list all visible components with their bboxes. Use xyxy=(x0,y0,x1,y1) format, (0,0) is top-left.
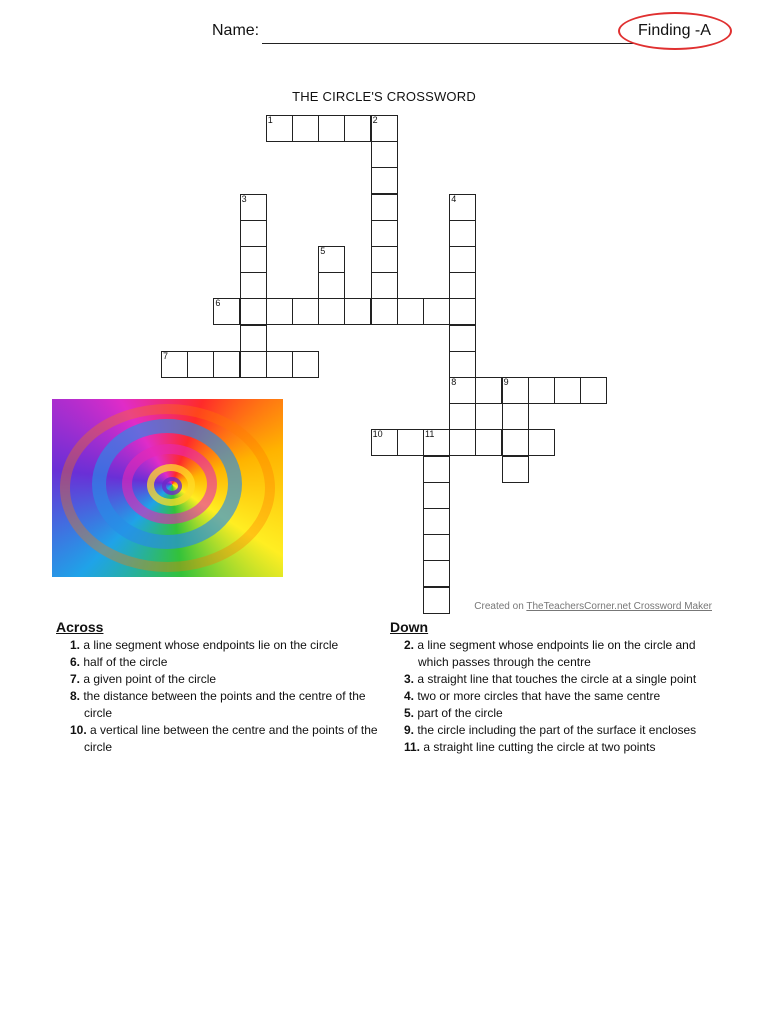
cell-number: 11 xyxy=(425,429,435,440)
clue-text: a given point of the circle xyxy=(80,672,217,686)
crossword-cell[interactable] xyxy=(449,220,476,247)
clue-number: 6. xyxy=(70,655,81,669)
crossword-cell[interactable] xyxy=(449,194,476,221)
crossword-cell[interactable] xyxy=(554,377,581,404)
cell-number: 10 xyxy=(372,429,383,440)
crossword-cell[interactable] xyxy=(266,298,293,325)
crossword-cell[interactable] xyxy=(318,115,345,142)
crossword-cell[interactable] xyxy=(502,456,529,483)
clue-text: half of the circle xyxy=(80,655,168,669)
crossword-cell[interactable] xyxy=(502,429,529,456)
clue-number: 1. xyxy=(70,638,81,652)
clue-number: 11. xyxy=(404,740,421,754)
crossword-cell[interactable] xyxy=(423,534,450,561)
crossword-cell[interactable] xyxy=(449,246,476,273)
crossword-cell[interactable] xyxy=(240,272,267,299)
crossword-cell[interactable] xyxy=(344,298,371,325)
across-heading: Across xyxy=(56,619,104,635)
crossword-cell[interactable] xyxy=(292,351,319,378)
crossword-cell[interactable] xyxy=(371,429,398,456)
crossword-cell[interactable] xyxy=(371,246,398,273)
crossword-cell[interactable] xyxy=(318,298,345,325)
across-clue xyxy=(70,654,380,671)
down-clue xyxy=(404,705,716,722)
clue-number: 8. xyxy=(70,689,81,703)
down-clue xyxy=(404,688,716,705)
credit-line xyxy=(474,601,712,612)
crossword-cell[interactable] xyxy=(423,508,450,535)
crossword-cell[interactable] xyxy=(240,298,267,325)
clue-text: two or more circles that have the same centre xyxy=(414,689,661,703)
clue-number: 7. xyxy=(70,672,81,686)
crossword-cell[interactable] xyxy=(502,377,529,404)
across-clue xyxy=(70,688,380,722)
crossword-cell[interactable] xyxy=(449,325,476,352)
crossword-cell[interactable] xyxy=(371,272,398,299)
clue-text: part of the circle xyxy=(414,706,503,720)
crossword-cell[interactable] xyxy=(213,298,240,325)
down-clue xyxy=(404,739,716,756)
crossword-cell[interactable] xyxy=(449,272,476,299)
crossword-cell[interactable] xyxy=(161,351,188,378)
cell-number: 1 xyxy=(267,115,273,125)
crossword-cell[interactable] xyxy=(266,351,293,378)
clue-number: 4. xyxy=(404,689,415,703)
across-clue xyxy=(70,722,380,756)
crossword-cell[interactable] xyxy=(240,246,267,273)
crossword-cell[interactable] xyxy=(240,325,267,352)
crossword-cell[interactable] xyxy=(528,429,555,456)
crossword-cell[interactable] xyxy=(580,377,607,404)
clue-number: 10. xyxy=(70,723,87,737)
fractal-art-image xyxy=(52,399,283,577)
down-clue xyxy=(404,722,716,739)
crossword-cell[interactable] xyxy=(213,351,240,378)
cell-number: 7 xyxy=(163,350,169,361)
clue-number: 9. xyxy=(404,723,415,737)
crossword-cell[interactable] xyxy=(423,482,450,509)
crossword-cell[interactable] xyxy=(423,560,450,587)
across-clue-list xyxy=(70,637,380,756)
clue-text: a vertical line between the centre and the points of the circle xyxy=(84,723,378,754)
crossword-cell[interactable] xyxy=(449,429,476,456)
crossword-cell[interactable] xyxy=(240,194,267,221)
crossword-cell[interactable] xyxy=(371,194,398,221)
crossword-cell[interactable] xyxy=(449,298,476,325)
cell-number: 6 xyxy=(215,298,221,309)
crossword-cell[interactable] xyxy=(423,587,450,614)
cell-number: 5 xyxy=(320,246,326,256)
crossword-cell[interactable] xyxy=(423,429,450,456)
crossword-cell[interactable] xyxy=(371,167,398,194)
crossword-cell[interactable] xyxy=(292,298,319,325)
down-heading: Down xyxy=(390,619,429,635)
down-clue xyxy=(404,671,716,688)
crossword-cell[interactable] xyxy=(318,246,345,273)
crossword-cell[interactable] xyxy=(187,351,214,378)
cell-number: 9 xyxy=(503,377,509,387)
down-clue-list xyxy=(404,637,716,756)
crossword-cell[interactable] xyxy=(292,115,319,142)
finding-label: Finding -A xyxy=(638,22,711,39)
crossword-cell[interactable] xyxy=(240,220,267,247)
crossword-cell[interactable] xyxy=(344,115,371,142)
crossword-cell[interactable] xyxy=(371,115,398,142)
crossword-cell[interactable] xyxy=(397,298,424,325)
across-clue xyxy=(70,671,380,688)
name-label: Name: xyxy=(212,22,260,39)
crossword-cell[interactable] xyxy=(475,377,502,404)
crossword-cell[interactable] xyxy=(371,220,398,247)
crossword-cell[interactable] xyxy=(502,403,529,430)
clue-text: the circle including the part of the surface it encloses xyxy=(414,723,697,737)
cell-number: 3 xyxy=(241,193,247,204)
cell-number: 2 xyxy=(372,115,378,125)
crossword-cell[interactable] xyxy=(266,115,293,142)
cell-number: 4 xyxy=(451,193,457,204)
clue-number: 5. xyxy=(404,706,415,720)
clue-number: 3. xyxy=(404,672,415,686)
down-clue xyxy=(404,637,716,671)
crossword-cell[interactable] xyxy=(528,377,555,404)
clue-text: the distance between the points and the centre of the circle xyxy=(80,689,366,720)
crossword-title: THE CIRCLE'S CROSSWORD xyxy=(292,89,476,104)
crossword-cell[interactable] xyxy=(318,272,345,299)
crossword-cell[interactable] xyxy=(371,298,398,325)
crossword-cell[interactable] xyxy=(449,351,476,378)
crossword-cell[interactable] xyxy=(475,429,502,456)
crossword-cell[interactable] xyxy=(240,351,267,378)
clue-text: a straight line that touches the circle at a single point xyxy=(414,672,697,686)
crossword-cell[interactable] xyxy=(423,456,450,483)
across-clue xyxy=(70,637,380,654)
name-line xyxy=(262,43,634,44)
clue-text: a line segment whose endpoints lie on the circle and which passes through the centre xyxy=(414,638,696,669)
clue-text: a line segment whose endpoints lie on the circle xyxy=(80,638,339,652)
crossword-cell[interactable] xyxy=(449,403,476,430)
crossword-cell[interactable] xyxy=(449,377,476,404)
credit-link[interactable]: TheTeachersCorner.net Crossword Maker xyxy=(526,601,712,612)
crossword-cell[interactable] xyxy=(423,298,450,325)
cell-number: 8 xyxy=(451,377,457,387)
credit-prefix: Created on xyxy=(474,601,527,612)
clue-text: a straight line cutting the circle at two points xyxy=(420,740,656,754)
crossword-cell[interactable] xyxy=(371,141,398,168)
crossword-cell[interactable] xyxy=(397,429,424,456)
clue-number: 2. xyxy=(404,638,415,652)
